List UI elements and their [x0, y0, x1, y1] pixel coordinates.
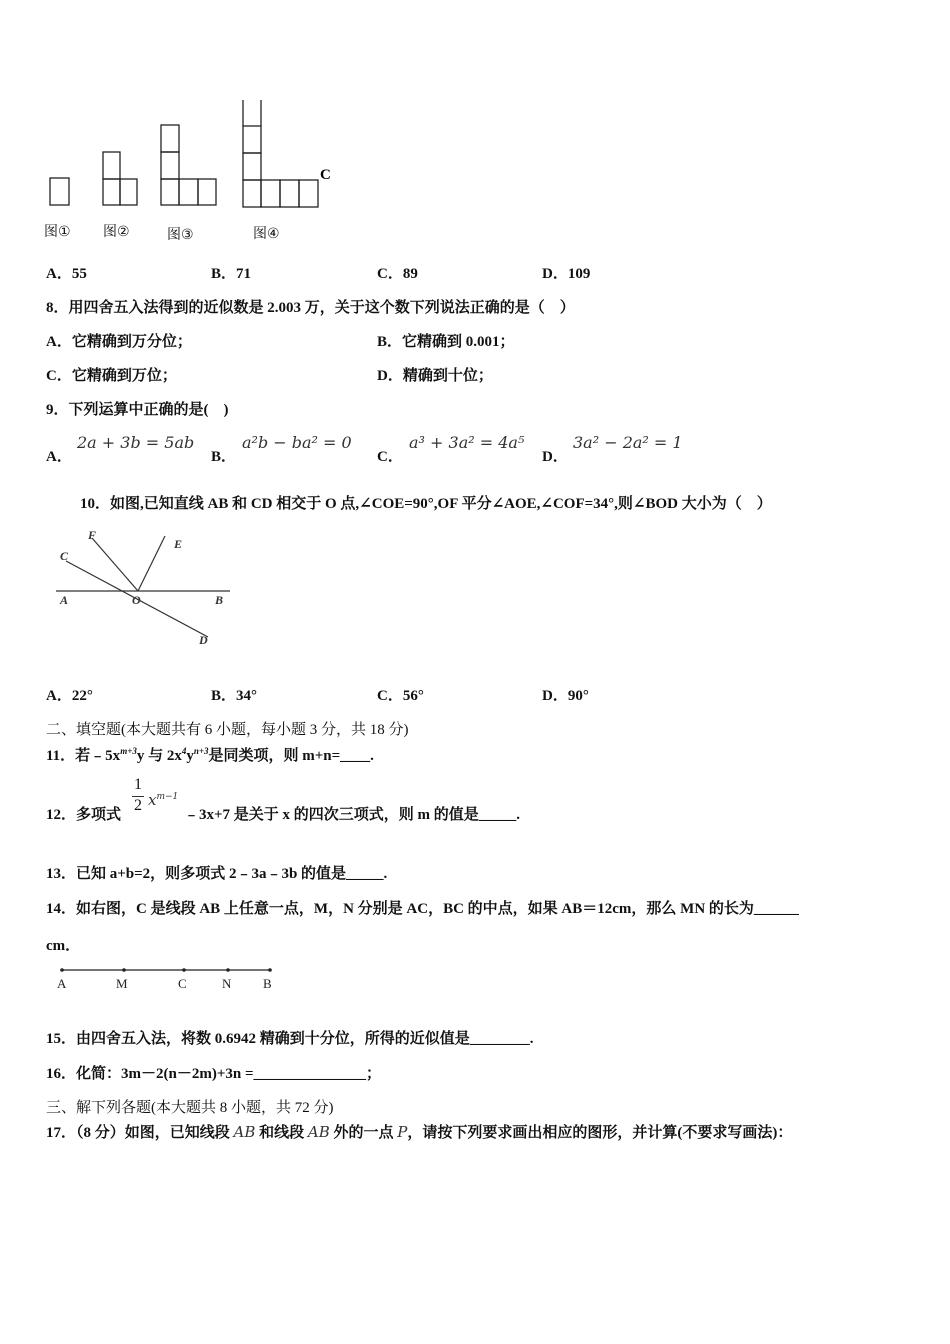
label-c: C: [60, 549, 69, 563]
fig4-label: 图④: [253, 226, 280, 242]
q14-line2: cm．: [46, 938, 81, 954]
q15: 15．由四舍五入法，将数 0.6942 精确到十分位，所得的近似值是________.: [46, 1031, 534, 1047]
q9-option-a-expr: 2a + 3b = 5ab: [77, 433, 195, 452]
q8-stem: 8．用四舍五入法得到的近似数是 2.003 万，关于这个数下列说法正确的是（ ）: [46, 300, 575, 316]
q9-option-d-label: D．: [542, 449, 568, 465]
q9-option-c-expr: a³ + 3a² = 4a⁵: [409, 433, 525, 452]
fig1-square: [50, 178, 69, 205]
q7-figures: [40, 95, 350, 245]
q9-option-a-label: A．: [46, 449, 72, 465]
label-e: E: [174, 537, 183, 551]
q12-prefix: 12．多项式: [46, 807, 122, 823]
q10-stem: 10．如图,已知直线 AB 和 CD 相交于 O 点,∠COE=90°,OF 平分∠AOE,∠COF=34°,则∠BOD 大小为（ ）: [80, 496, 772, 512]
label-a: A: [60, 593, 69, 607]
point-a: A: [57, 976, 67, 991]
q8-option-d: D．精确到十位；: [377, 368, 493, 384]
q9-option-b-expr: a²b − ba² = 0: [242, 433, 352, 452]
q9-stem: 9．下列运算中正确的是( ): [46, 402, 229, 418]
q13: 13．已知 a+b=2，则多项式 2﹣3a﹣3b 的值是_____.: [46, 866, 388, 882]
q7-option-b: B．71: [211, 266, 252, 282]
q9-option-d-expr: 3a² − 2a² = 1: [573, 433, 683, 452]
q17: 17．（8 分）如图，已知线段 AB 和线段 AB 外的一点 P，请按下列要求画出相应的图形，并计算(不要求写画法)：: [46, 1123, 793, 1141]
q9-option-b-label: B．: [211, 449, 237, 465]
q9-option-c-label: C．: [377, 449, 403, 465]
q7-option-c: C．89: [377, 266, 418, 282]
fig4-label-c: C: [320, 167, 331, 183]
label-b: B: [215, 593, 224, 607]
label-d: D: [199, 633, 208, 647]
label-f: F: [88, 528, 97, 542]
q12-var: $x^{m-1}$: [148, 791, 179, 809]
q11: 11．若$﹣5x^{m+3}y$ 与 $2x^4y^{n+3}$是同类项，则 m+n=____.: [46, 746, 374, 764]
q12-suffix: ﹣3x+7 是关于 x 的四次三项式，则 m 的值是_____.: [184, 807, 521, 823]
section3-heading: 三、解下列各题(本大题共 8 小题，共 72 分): [46, 1100, 334, 1116]
q10-option-a: A．22°: [46, 688, 93, 704]
section2-heading: 二、填空题(本大题共有 6 小题，每小题 3 分，共 18 分): [46, 722, 409, 738]
ray-oe: [138, 536, 165, 591]
point-c: C: [178, 976, 187, 991]
q8-option-a: A．它精确到万分位；: [46, 334, 192, 350]
q8-option-c: C．它精确到万位；: [46, 368, 177, 384]
q10-option-d: D．90°: [542, 688, 589, 704]
ray-of: [92, 538, 138, 591]
q7-option-a: A．55: [46, 266, 87, 282]
q10-option-b: B．34°: [211, 688, 258, 704]
q10-option-c: C．56°: [377, 688, 424, 704]
q8-option-b: B．它精确到 0.001；: [377, 334, 515, 350]
q7-option-d: D．109: [542, 266, 591, 282]
q12-fraction: 1 2: [134, 776, 142, 814]
label-o: O: [132, 593, 141, 607]
q16: 16．化简：3m－2(n－2m)+3n =_______________；: [46, 1066, 382, 1082]
fig3-label: 图③: [167, 227, 194, 243]
q14-line1: 14．如右图，C 是线段 AB 上任意一点，M，N 分别是 AC，BC 的中点，如果 AB＝12cm，那么 MN 的长为______: [46, 901, 799, 917]
point-b: B: [263, 976, 272, 991]
q14-segment-figure: [50, 962, 280, 994]
point-m: M: [116, 976, 128, 991]
q10-angle-figure: [50, 528, 240, 650]
point-n: N: [222, 976, 232, 991]
fig2-label: 图②: [103, 224, 130, 240]
fig1-label: 图①: [44, 224, 71, 240]
